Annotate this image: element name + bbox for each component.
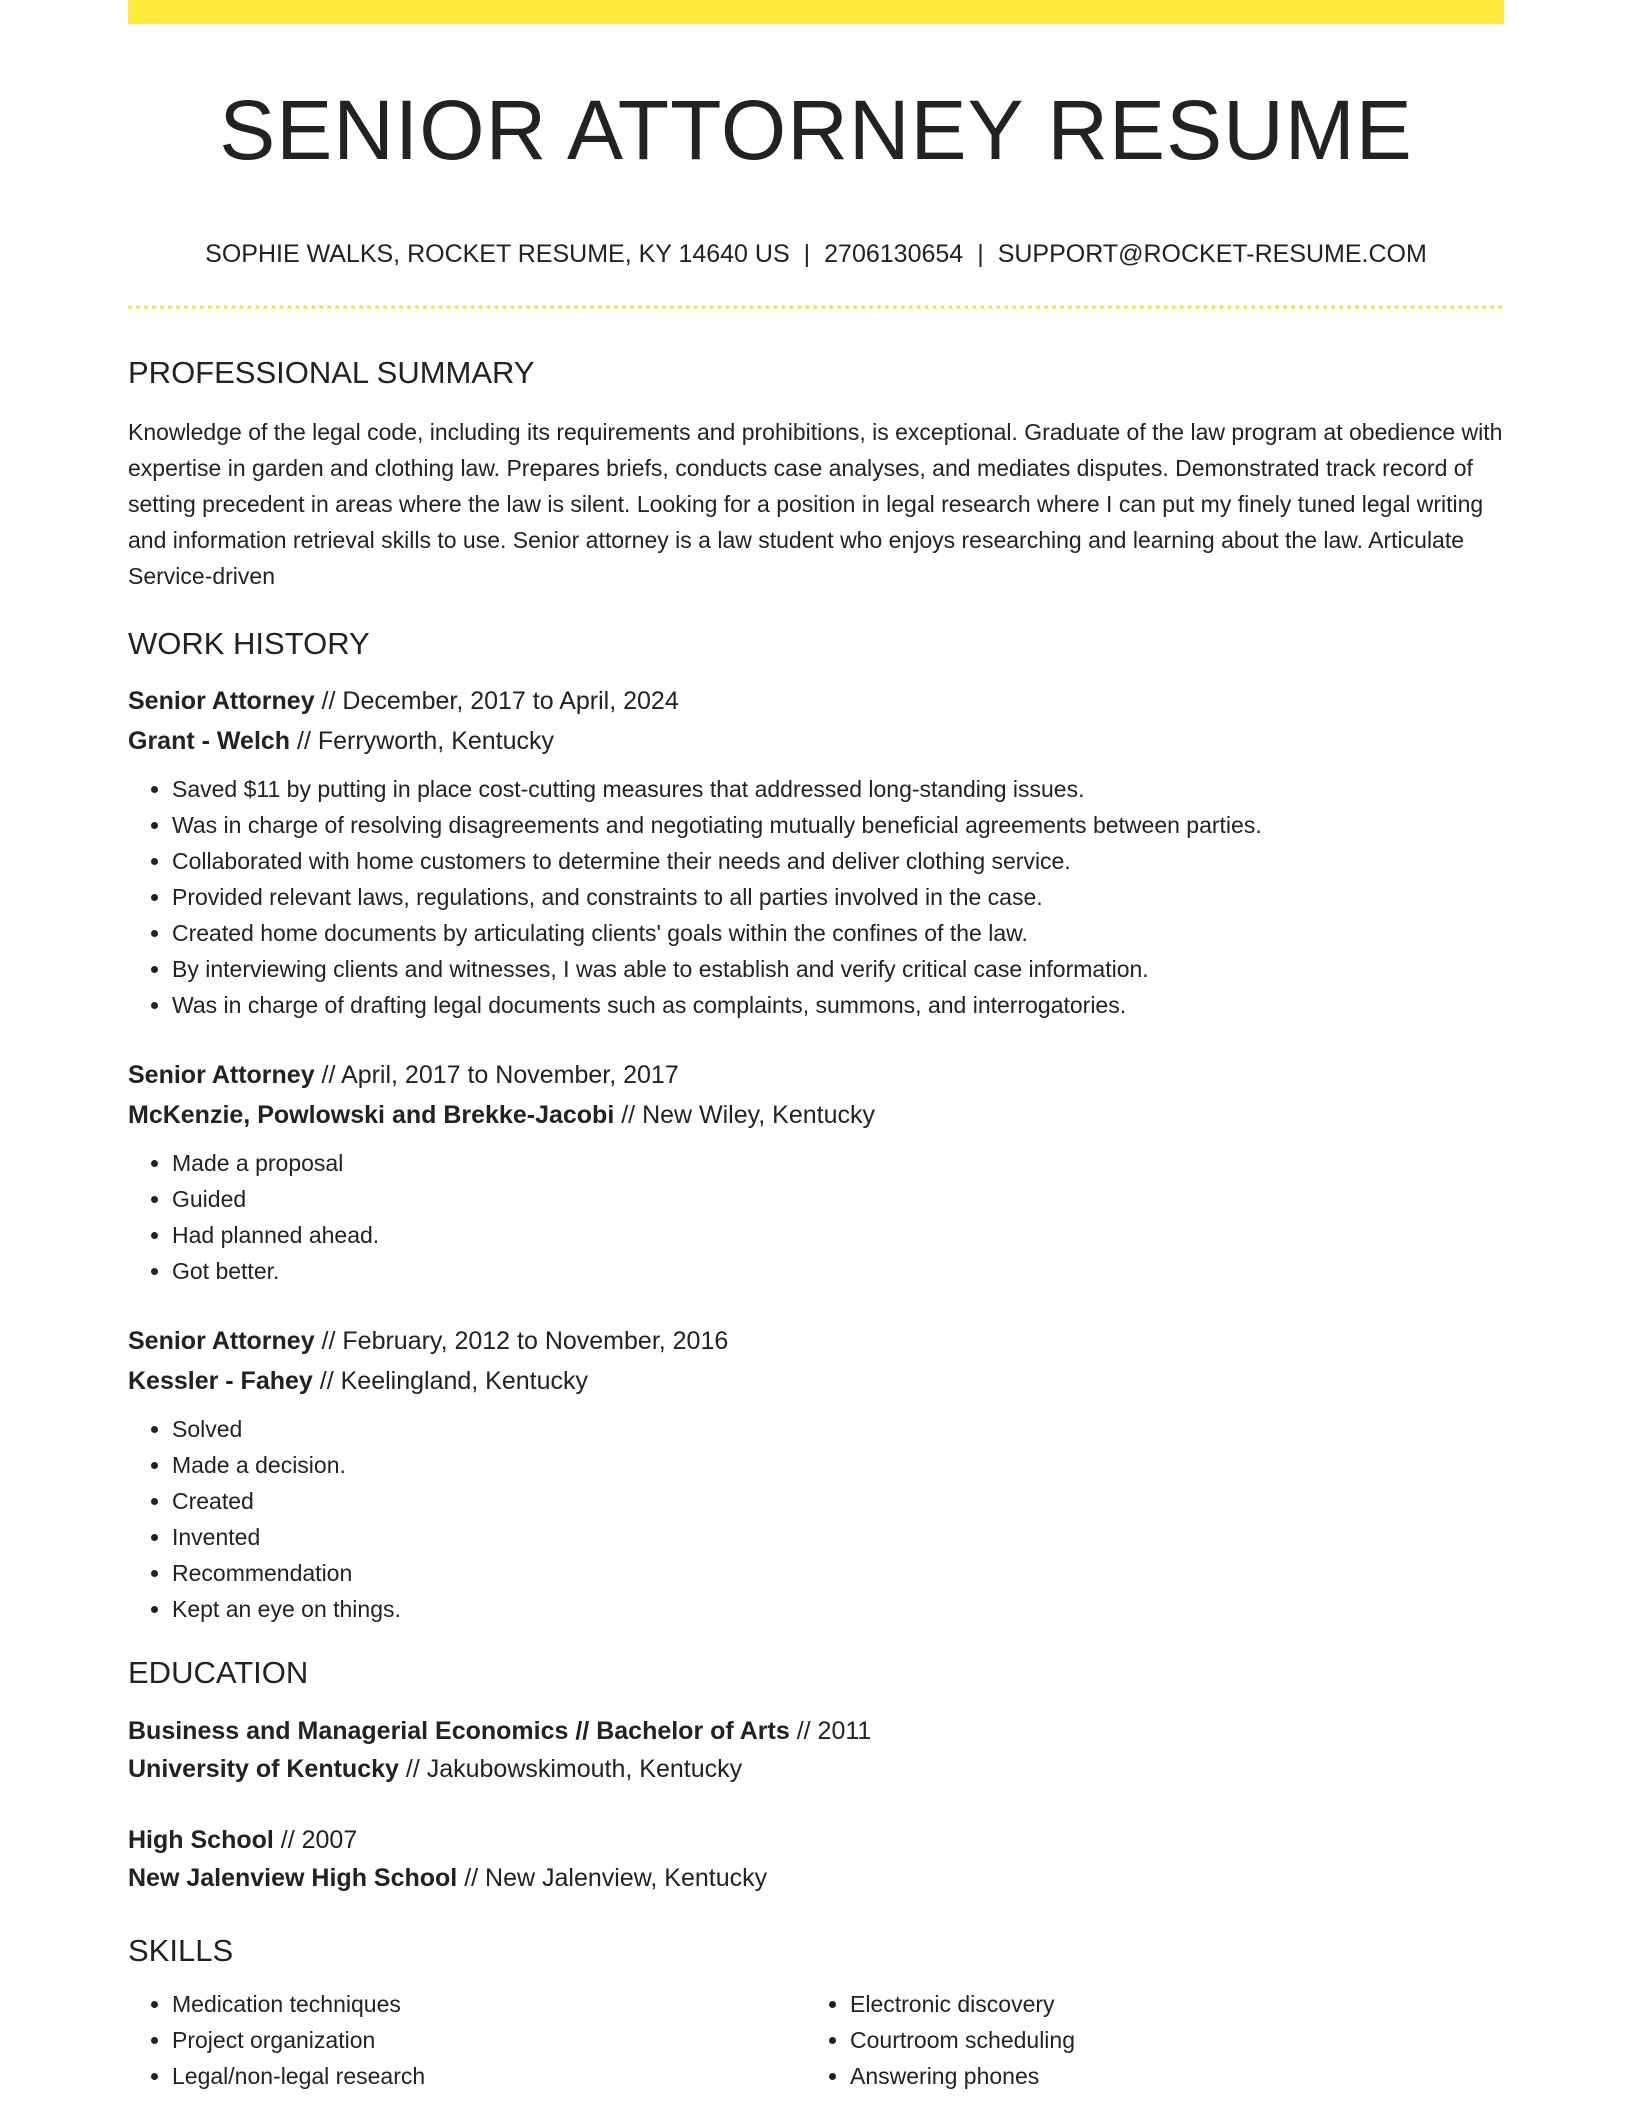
graduation-year: // 2007 <box>273 1826 358 1854</box>
work-history-heading: WORK HISTORY <box>128 626 370 661</box>
job-bullets <box>128 1145 1504 1289</box>
job-entry <box>128 681 1504 761</box>
job-location: // Keelingland, Kentucky <box>312 1367 588 1395</box>
degree: Business and Managerial Economics // Bachelor of Arts <box>128 1717 790 1745</box>
list-item: • Provided relevant laws, regulations, and constraints to all parties involved in the case. <box>172 879 1504 915</box>
job-company-line <box>128 1361 1504 1401</box>
degree-line <box>128 1712 1504 1750</box>
school: University of Kentucky <box>128 1755 399 1783</box>
school-location: // Jakubowskimouth, Kentucky <box>398 1755 743 1783</box>
school-location: // New Jalenview, Kentucky <box>457 1864 768 1892</box>
list-item: • Created home documents by articulating clients' goals within the confines of the law. <box>172 915 1504 951</box>
list-item: • Made a proposal <box>172 1145 1504 1181</box>
dotted-divider <box>128 305 1504 309</box>
job-company: McKenzie, Powlowski and Brekke-Jacobi <box>128 1101 615 1129</box>
list-item: • Created <box>172 1483 1504 1519</box>
job-title: Senior Attorney <box>128 1327 315 1355</box>
job-company: Kessler - Fahey <box>128 1367 313 1395</box>
job-company-line <box>128 721 1504 761</box>
skill-item: • Medication techniques <box>172 1986 806 2022</box>
summary-heading: PROFESSIONAL SUMMARY <box>128 355 535 390</box>
school-line <box>128 1750 1504 1788</box>
job-dates: // February, 2012 to November, 2016 <box>314 1327 729 1355</box>
skill-item: • Legal/non-legal research <box>172 2058 806 2094</box>
graduation-year: // 2011 <box>789 1717 872 1745</box>
skill-item: • Courtroom scheduling <box>850 2022 1450 2058</box>
job-bullets <box>128 771 1504 1023</box>
list-item: • Kept an eye on things. <box>172 1591 1504 1627</box>
list-item: • Made a decision. <box>172 1447 1504 1483</box>
contact-separator: | <box>977 240 984 268</box>
job-title: Senior Attorney <box>128 1061 315 1089</box>
contact-separator: | <box>803 240 811 268</box>
skill-item: • Electronic discovery <box>850 1986 1450 2022</box>
skills-column-left <box>128 1986 806 2094</box>
list-item: • Guided <box>172 1181 1504 1217</box>
list-item: • Collaborated with home customers to determine their needs and deliver clothing service. <box>172 843 1504 879</box>
contact-phone: 2706130654 <box>824 240 964 268</box>
job-company: Grant - Welch <box>128 727 291 755</box>
job-bullets <box>128 1411 1504 1627</box>
job-title: Senior Attorney <box>128 687 315 715</box>
job-location: // Ferryworth, Kentucky <box>290 727 555 755</box>
skills-heading: SKILLS <box>128 1933 234 1968</box>
job-entry <box>128 1055 1504 1135</box>
skill-item: • Project organization <box>172 2022 806 2058</box>
list-item: • Was in charge of resolving disagreements and negotiating mutually beneficial agreements between parties. <box>172 807 1504 843</box>
list-item: • By interviewing clients and witnesses, I was able to establish and verify critical case information. <box>172 951 1504 987</box>
job-dates: // December, 2017 to April, 2024 <box>314 687 679 715</box>
list-item: • Solved <box>172 1411 1504 1447</box>
skills-list <box>128 1986 1504 2094</box>
skill-item: • Answering phones <box>850 2058 1450 2094</box>
resume-title: SENIOR ATTORNEY RESUME <box>219 83 1413 177</box>
accent-bar <box>128 0 1504 24</box>
resume-page <box>128 0 1504 2094</box>
contact-line <box>128 242 1504 267</box>
list-item: • Saved $11 by putting in place cost-cutting measures that addressed long-standing issues. <box>172 771 1504 807</box>
school-line <box>128 1859 1504 1897</box>
list-item: • Invented <box>172 1519 1504 1555</box>
education-heading: EDUCATION <box>128 1655 309 1690</box>
summary-text: Knowledge of the legal code, including its requirements and prohibitions, is exceptional. Graduate of the law program at obedience with expertise in garden and clothing law. Prepares briefs, conducts case analyses, and mediates disputes. Demonstrated track record of setting precedent in areas where the law is silent. Looking for a position in legal research where I can put my finely tuned legal writing and information retrieval skills to use. Senior attorney is a law student who enjoys researching and learning about the law. Articulate Service-driven <box>128 419 1503 589</box>
education-entry <box>128 1821 1504 1897</box>
job-location: // New Wiley, Kentucky <box>614 1101 875 1129</box>
contact-email: SUPPORT@ROCKET-RESUME.COM <box>997 240 1427 268</box>
job-title-line <box>128 681 1504 721</box>
job-title-line <box>128 1055 1504 1095</box>
school: New Jalenview High School <box>128 1864 458 1892</box>
job-company-line <box>128 1095 1504 1135</box>
list-item: • Recommendation <box>172 1555 1504 1591</box>
job-title-line <box>128 1321 1504 1361</box>
degree-line <box>128 1821 1504 1859</box>
job-entry <box>128 1321 1504 1401</box>
education-entry <box>128 1712 1504 1788</box>
job-dates: // April, 2017 to November, 2017 <box>314 1061 679 1089</box>
list-item: • Had planned ahead. <box>172 1217 1504 1253</box>
degree: High School <box>128 1826 274 1854</box>
list-item: • Got better. <box>172 1253 1504 1289</box>
list-item: • Was in charge of drafting legal documents such as complaints, summons, and interrogatories. <box>172 987 1504 1023</box>
contact-address: SOPHIE WALKS, ROCKET RESUME, KY 14640 US <box>205 240 790 268</box>
skills-column-right <box>806 1986 1450 2094</box>
